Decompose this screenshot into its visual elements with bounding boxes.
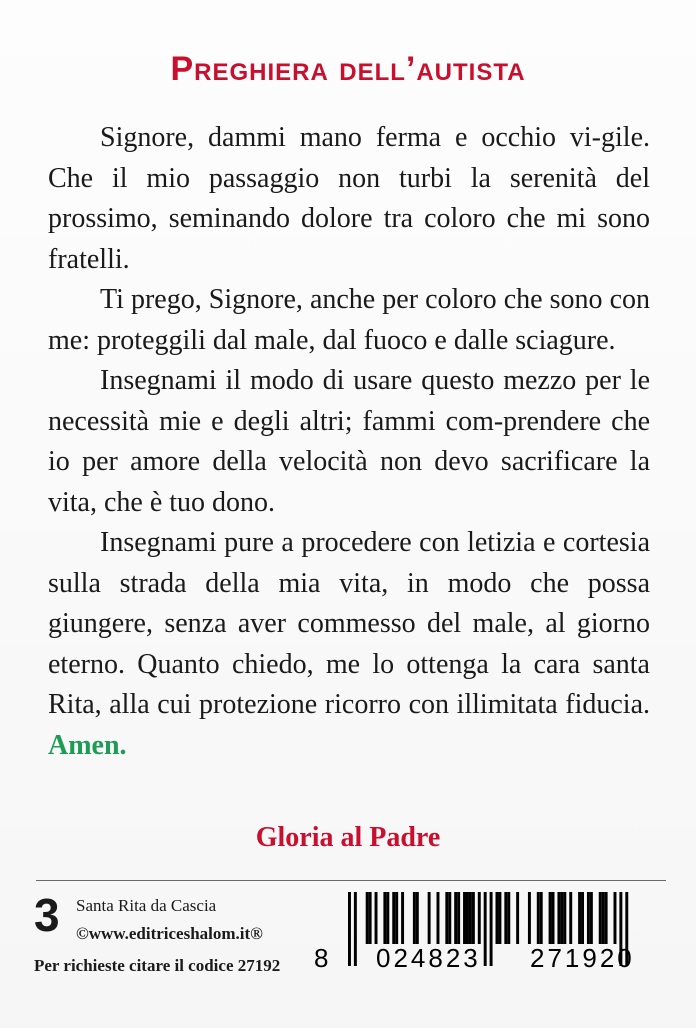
barcode-bar (599, 892, 602, 944)
barcode-bar (386, 892, 389, 944)
barcode-bar (563, 892, 566, 944)
barcode-bar (416, 892, 419, 944)
prayer-text (48, 118, 650, 766)
barcode-bar (445, 892, 448, 944)
barcode-bar (540, 892, 543, 944)
barcode-bar (392, 892, 395, 944)
gloria-text: Gloria al Padre (255, 822, 441, 853)
barcode-bar (569, 892, 572, 944)
barcode-bar (496, 892, 499, 944)
barcode-bar (557, 892, 560, 944)
barcode-bar (369, 892, 372, 944)
barcode-left-digits: 024823 (376, 943, 481, 970)
barcode-bar (466, 892, 469, 944)
barcode-bar (498, 892, 501, 944)
barcode-bar (504, 892, 507, 944)
barcode-bar (469, 892, 472, 944)
barcode-bar (537, 892, 540, 944)
barcode-bar (348, 892, 351, 966)
barcode-bar (454, 892, 457, 944)
barcode-bar (366, 892, 369, 944)
series-name: Santa Rita da Cascia (76, 896, 217, 915)
barcode-bar (552, 892, 555, 944)
barcode-bar (484, 892, 487, 966)
barcode-bar (448, 892, 451, 944)
barcode-bar (472, 892, 475, 944)
paragraph-1: Signore, dammi mano ferma e occhio vi-gile. Che il mio passaggio non turbi la serenità del prossimo, seminando dolore tra coloro che mi sono fratelli. (48, 122, 650, 275)
publisher-website: ©www.editriceshalom.it® (76, 924, 263, 943)
barcode-bar (590, 892, 593, 944)
barcode-first-digit: 8 (314, 943, 329, 970)
barcode-bar (578, 892, 581, 944)
paragraph-4 (48, 523, 650, 766)
barcode-bar (490, 892, 493, 966)
prayer-title: Preghiera dell’autista (170, 50, 526, 88)
barcode-bar (395, 892, 398, 944)
paragraph-3: Insegnami il modo di usare questo mezzo per le necessità mie e degli altri; fammi com-prendere che io per amore della velocità non devo sacrificare la vita, che è tuo dono. (48, 365, 650, 518)
barcode-bar (413, 892, 416, 944)
barcode-bar (463, 892, 466, 944)
barcode-bar (401, 892, 404, 944)
barcode-bar (605, 892, 608, 944)
paragraph-4-text: Insegnami pure a procedere con letizia e cortesia sulla strada della mia vita, in modo che possa giungere, senza aver commesso del male, al giorno eterno. Quanto chiedo, me lo ottenga la cara santa Rita, alla cui protezione ricorro con illimitata fiducia. (48, 527, 650, 720)
barcode-bar (437, 892, 440, 944)
barcode-bar (560, 892, 563, 944)
barcode-bar (587, 892, 590, 944)
paragraph-2: Ti prego, Signore, anche per coloro che sono con me: proteggili dal male, dal fuoco e dalle sciagure. (48, 284, 650, 356)
barcode-bar (614, 892, 617, 944)
card-number: 3 (34, 889, 60, 941)
amen-text: Amen. (48, 729, 127, 761)
barcode-bar (528, 892, 531, 944)
product-code-note: Per richieste citare il codice 27192 (34, 956, 281, 975)
barcode-bar (478, 892, 481, 944)
barcode-bar (602, 892, 605, 944)
barcode-bar (457, 892, 460, 944)
barcode-bar (428, 892, 431, 944)
barcode-right-digits: 271920 (530, 943, 635, 970)
barcode-bar (516, 892, 519, 944)
barcode-bar (507, 892, 510, 944)
footer-divider (36, 880, 666, 881)
barcode-bar (354, 892, 357, 966)
barcode-bar (383, 892, 386, 944)
barcode (312, 890, 662, 970)
barcode-bar (549, 892, 552, 944)
barcode-bar (581, 892, 584, 944)
barcode-bar (375, 892, 378, 944)
